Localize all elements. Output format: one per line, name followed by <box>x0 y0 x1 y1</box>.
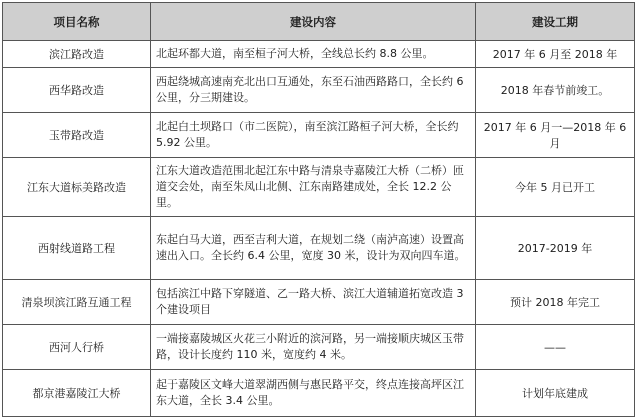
table-row <box>3 113 635 158</box>
project-period-cell: 今年 5 月已开工 <box>476 158 635 217</box>
header-construction-period: 建设工期 <box>476 3 635 41</box>
table-row <box>3 370 635 417</box>
project-period-cell: —— <box>476 325 635 370</box>
project-period-cell: 计划年底建成 <box>476 370 635 417</box>
header-construction-content: 建设内容 <box>151 3 476 41</box>
project-name-cell: 西射线道路工程 <box>3 217 151 280</box>
table-row <box>3 325 635 370</box>
table-row <box>3 158 635 217</box>
project-name-cell: 玉带路改造 <box>3 113 151 158</box>
project-name-cell: 西河人行桥 <box>3 325 151 370</box>
project-content-cell: 北起白土坝路口（市二医院），南至滨江路桓子河大桥，全长约 5.92 公里。 <box>151 113 476 158</box>
project-content-cell: 西起绕城高速南充北出口互通处，东至石油西路路口，全长约 6 公里，分三期建设。 <box>151 68 476 113</box>
table-row <box>3 217 635 280</box>
project-period-cell: 预计 2018 年完工 <box>476 280 635 325</box>
project-content-cell: 起于嘉陵区文峰大道翠湖西侧与惠民路平交，终点连接高坪区江东大道，全长 3.4 公里。 <box>151 370 476 417</box>
project-name-cell: 江东大道标美路改造 <box>3 158 151 217</box>
project-table <box>2 2 635 417</box>
project-name-cell: 滨江路改造 <box>3 41 151 68</box>
table-header <box>3 3 635 41</box>
project-name-cell: 西华路改造 <box>3 68 151 113</box>
project-content-cell: 江东大道改造范围北起江东中路与清泉寺嘉陵江大桥（二桥）匝道交会处，南至朱凤山北侧、江东南路建成处，全长 12.2 公里。 <box>151 158 476 217</box>
project-name-cell: 都京港嘉陵江大桥 <box>3 370 151 417</box>
project-content-cell: 东起白马大道，西至吉利大道，在规划二绕（南泸高速）设置高速出入口。全长约 6.4 公里，宽度 30 米，设计为双向四车道。 <box>151 217 476 280</box>
table-row <box>3 41 635 68</box>
project-period-cell: 2017 年 6 月至 2018 年 <box>476 41 635 68</box>
table-row <box>3 68 635 113</box>
project-period-cell: 2018 年春节前竣工。 <box>476 68 635 113</box>
project-content-cell: 北起环都大道，南至桓子河大桥，全线总长约 8.8 公里。 <box>151 41 476 68</box>
header-project-name: 项目名称 <box>3 3 151 41</box>
header-row <box>3 3 635 41</box>
project-name-cell: 清泉坝滨江路互通工程 <box>3 280 151 325</box>
table-row <box>3 280 635 325</box>
project-period-cell: 2017 年 6 月一—2018 年 6 月 <box>476 113 635 158</box>
table-body <box>3 41 635 417</box>
project-content-cell: 一端接嘉陵城区火花三小附近的滨河路，另一端接顺庆城区玉带路，设计长度约 110 米，宽度约 4 米。 <box>151 325 476 370</box>
project-content-cell: 包括滨江中路下穿隧道、乙一路大桥、滨江大道辅道拓宽改造 3 个建设项目 <box>151 280 476 325</box>
project-period-cell: 2017-2019 年 <box>476 217 635 280</box>
